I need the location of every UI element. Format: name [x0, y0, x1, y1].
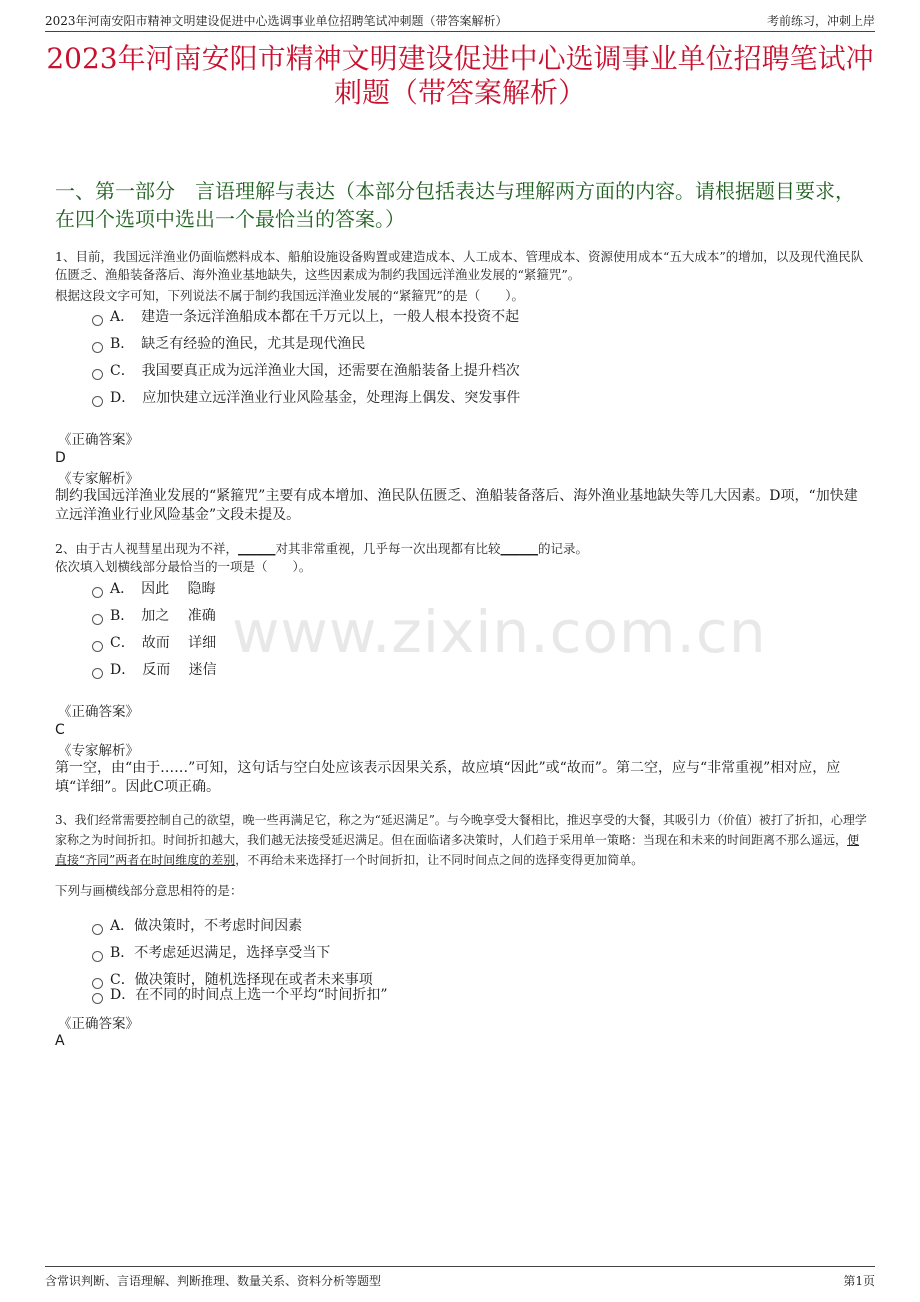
radio-icon[interactable] [92, 315, 103, 326]
question-1-option-d[interactable] [92, 389, 520, 407]
option-label: B．不考虑延迟满足，选择享受当下 [110, 945, 331, 961]
option-label: B． 缺乏有经验的渔民，尤其是现代渔民 [110, 336, 366, 352]
radio-icon[interactable] [92, 369, 103, 380]
page-number: 第1页 [843, 1274, 875, 1288]
header-slogan: 考前练习，冲刺上岸 [766, 14, 875, 28]
question-2-option-d[interactable] [92, 661, 217, 679]
footer-divider [45, 1266, 875, 1267]
question-2-prompt: 依次填入划横线部分最恰当的一项是（ ）。 [55, 559, 312, 574]
blank-2: ______ [500, 541, 538, 556]
question-2-option-b[interactable] [92, 607, 216, 625]
question-2-analysis-label: 《专家解析》 [58, 743, 139, 759]
blank-1: ______ [237, 541, 276, 556]
stem-text: ，不再给未来选择打一个时间折扣，让不同时间点之间的选择变得更加简单。 [235, 853, 644, 867]
option-label: D． 应加快建立远洋渔业行业风险基金，处理海上偶发、突发事件 [110, 390, 521, 406]
question-3-option-b[interactable] [92, 944, 330, 962]
stem-text: 3、我们经常需要控制自己的欲望，晚一些再满足它，称之为“延迟满足”。与今晚享受大餐相比，推迟享受的大餐，其吸引力（价值）被打了折扣，心理学家称之为时间折扣。时间折扣越大，我们越无法接受延迟满足。但在面临诸多决策时，人们趋于采用单一策略：当现在和未来的时间距离不那么遥远， [55, 813, 867, 847]
question-2-answer-label: 《正确答案》 [58, 704, 139, 720]
stem-text: 2、由于古人视彗星出现为不祥， [55, 541, 238, 556]
question-3-answer-label: 《正确答案》 [58, 1016, 139, 1032]
radio-icon[interactable] [92, 951, 103, 962]
question-1-stem: 1、目前，我国远洋渔业仍面临燃料成本、船舶设施设备购置或建造成本、人工成本、管理成本、资源使用成本“五大成本”的增加，以及现代渔民队伍匮乏、渔船装备落后、海外渔业基地缺失，这些因素成为制约我国远洋渔业发展的“紧箍咒”。 [55, 249, 864, 282]
question-1-analysis: 制约我国远洋渔业发展的“紧箍咒”主要有成本增加、渔民队伍匮乏、渔船装备落后、海外渔业基地缺失等几大因素。D项，“加快建立远洋渔业行业风险基金”文段未提及。 [55, 488, 858, 523]
option-label: D． 反而 迷信 [110, 662, 217, 678]
option-label: C． 我国要真正成为远洋渔业大国，还需要在渔船装备上提升档次 [110, 363, 520, 379]
question-2-answer: C [55, 722, 65, 738]
question-3-answer: A [55, 1033, 65, 1049]
question-1-option-a[interactable] [92, 308, 519, 326]
question-1-answer: D [55, 450, 66, 466]
question-3-stem [55, 810, 867, 870]
radio-icon[interactable] [92, 924, 103, 935]
section-heading: 一、第一部分 言语理解与表达（本部分包括表达与理解两方面的内容。请根据题目要求，在四个选项中选出一个最恰当的答案。） [55, 179, 855, 231]
radio-icon[interactable] [92, 993, 103, 1004]
question-1-option-b[interactable] [92, 335, 365, 353]
watermark-text: www.zixin.com.cn [232, 598, 767, 666]
radio-icon[interactable] [92, 641, 103, 652]
option-label: D．在不同的时间点上选一个平均“时间折扣” [110, 987, 388, 1003]
underlined-phrase: 便直接“齐同”两者在时间维度的差别 [55, 833, 860, 867]
option-label: B． 加之 准确 [110, 608, 216, 624]
option-label: A．做决策时，不考虑时间因素 [110, 918, 303, 934]
radio-icon[interactable] [92, 587, 103, 598]
header-title: 2023年河南安阳市精神文明建设促进中心选调事业单位招聘笔试冲刺题（带答案解析） [45, 14, 508, 28]
question-2-stem [55, 540, 867, 558]
question-1-answer-label: 《正确答案》 [58, 432, 139, 448]
option-label: C．做决策时，随机选择现在或者未来事项 [110, 972, 373, 988]
question-2-analysis: 第一空，由“由于……”可知，这句话与空白处应该表示因果关系，故应填“因此”或“故而”。第二空，应与“非常重视”相对应，应填“详细”。因此C项正确。 [55, 760, 841, 795]
stem-text: 的记录。 [537, 541, 588, 556]
option-label: A． 建造一条远洋渔船成本都在千万元以上，一般人根本投资不起 [110, 309, 520, 325]
header-divider [45, 31, 875, 32]
question-2-option-a[interactable] [92, 580, 216, 598]
question-1-prompt: 根据这段文字可知，下列说法不属于制约我国远洋渔业发展的“紧箍咒”的是（ ）。 [55, 288, 525, 303]
question-3-option-d[interactable] [92, 986, 388, 1004]
footer-note: 含常识判断、言语理解、判断推理、数量关系、资料分析等题型 [45, 1274, 382, 1288]
option-label: A． 因此 隐晦 [110, 581, 216, 597]
question-3-option-a[interactable] [92, 917, 302, 935]
question-1-option-c[interactable] [92, 362, 520, 380]
stem-text: 对其非常重视，几乎每一次出现都有比较 [275, 541, 501, 556]
option-label: C． 故而 详细 [110, 635, 217, 651]
question-1-analysis-label: 《专家解析》 [58, 471, 139, 487]
question-2-option-c[interactable] [92, 634, 216, 652]
document-title: 2023年河南安阳市精神文明建设促进中心选调事业单位招聘笔试冲刺题（带答案解析） [46, 42, 874, 109]
radio-icon[interactable] [92, 396, 103, 407]
radio-icon[interactable] [92, 614, 103, 625]
question-3-prompt: 下列与画横线部分意思相符的是： [55, 883, 243, 898]
radio-icon[interactable] [92, 342, 103, 353]
radio-icon[interactable] [92, 668, 103, 679]
